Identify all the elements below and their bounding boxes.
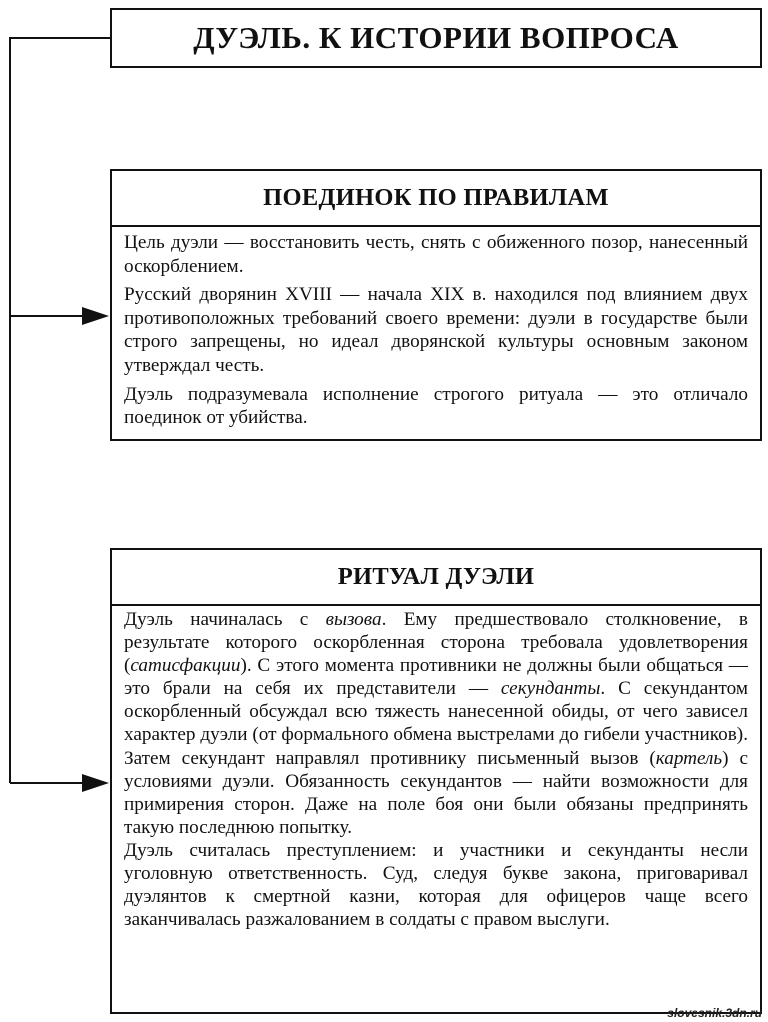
paragraph (124, 608, 748, 839)
term-cartel: картель (655, 747, 723, 769)
section-heading: ПОЕДИНОК ПО ПРАВИЛАМ (112, 171, 760, 227)
paragraph: Русский дворянин XVIII — начала XIX в. находился под влиянием двух противоположных требований своего времени: дуэли в государстве были строго запрещены, но идеал дворянской культуры основным законом утверждал честь. (124, 284, 748, 376)
section-body (112, 227, 760, 430)
arrow-head-1 (82, 307, 109, 325)
section-heading: РИТУАЛ ДУЭЛИ (112, 550, 760, 606)
term-seconds: секунданты (500, 678, 601, 700)
section-duel-rules (110, 169, 762, 441)
connector-line (10, 38, 110, 783)
text-run: ) с условиями дуэли. Обязанность секундантов — найти возможности для примирения сторон. Даже на поле боя они были обязаны предпринять такую последнюю попытку. (124, 747, 748, 838)
title-box (110, 8, 762, 68)
arrow-head-2 (82, 774, 109, 792)
text-run: . Ему предшествовало столкновение, в результате которого оскорбленная сторона требовала удовлетворения ( (124, 609, 748, 677)
page-title: ДУЭЛЬ. К ИСТОРИИ ВОПРОСА (193, 20, 679, 55)
watermark: slovesnik.3dn.ru (667, 1006, 762, 1020)
term-satisfaction: сатисфакции (130, 655, 241, 677)
text-run: ). С этого момента противники не должны были общаться — это брали на себя их представители — (124, 655, 748, 700)
section-body (112, 606, 760, 931)
paragraph: Дуэль подразумевала исполнение строгого ритуала — это отличало поединок от убийства. (124, 383, 748, 429)
term-vyzov: вызова (325, 609, 382, 630)
paragraph: Цель дуэли — восстановить честь, снять с обиженного позор, нанесенный оскорблением. (124, 232, 748, 277)
text-run: Дуэль начиналась с (124, 609, 326, 630)
text-run: . С секундантом оскорбленный обсуждал всю тяжесть нанесенной обиды, от чего зависел характер дуэли (от формального обмена выстрелами до гибели участников). Затем секундант направлял противнику письменный вызов ( (124, 678, 748, 769)
paragraph: Дуэль считалась преступлением: и участники и секунданты несли уголовную ответственность. Суд, следуя букве закона, приговаривал дуэлянтов к смертной казни, которая для офицеров чаще всего заканчивалась разжалованием в солдаты с правом выслуги. (124, 839, 748, 931)
section-duel-ritual (110, 548, 762, 1014)
